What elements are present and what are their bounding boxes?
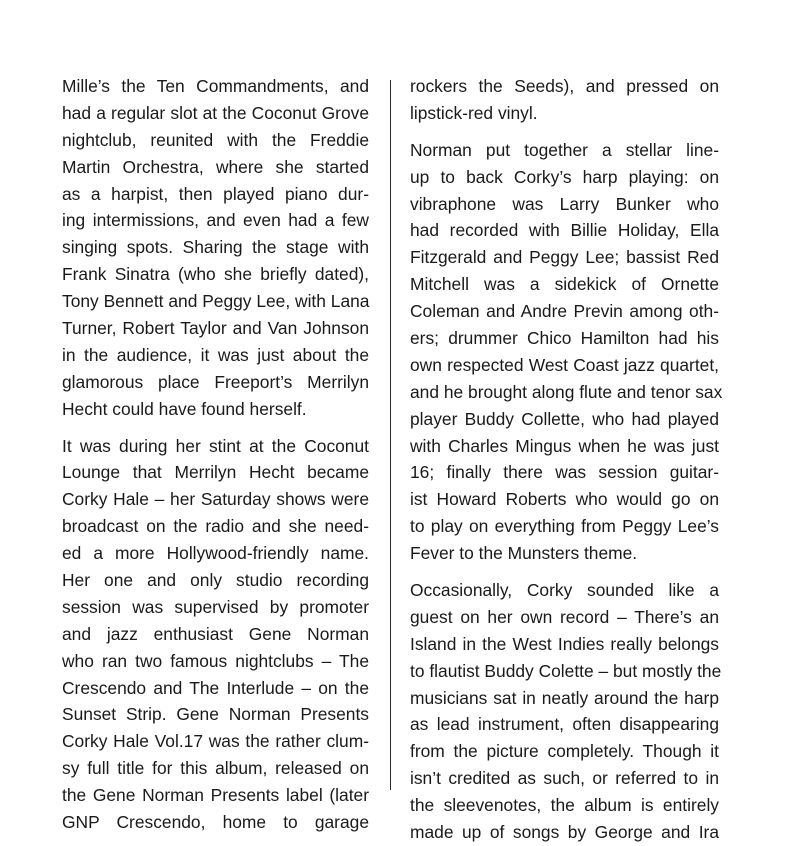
text-line: Occasionally, Corky sounded like a (410, 580, 719, 601)
text-line: up to back Corky’s harp playing: on (410, 166, 719, 187)
text-line: 16; finally there was session guitar- (410, 462, 719, 483)
left-column (62, 73, 369, 836)
text-line: in the audience, it was just about the (62, 344, 369, 365)
text-line: made up of songs by George and Ira (410, 822, 719, 843)
text-line: session was supervised by promoter (62, 596, 369, 617)
text-line: isn’t credited as such, or referred to in (410, 768, 719, 789)
text-line: Frank Sinatra (who she briefly dated), (62, 264, 369, 285)
text-line: had a regular slot at the Coconut Grove (62, 102, 369, 123)
paragraph-gap (410, 127, 719, 137)
text-line: nightclub, reunited with the Freddie (62, 129, 369, 150)
paragraph-gap (62, 423, 369, 433)
text-line: with Charles Mingus when he was just (410, 435, 719, 456)
paragraph-gap (410, 567, 719, 577)
text-line: Martin Orchestra, where she started (62, 156, 369, 177)
text-line: Norman put together a stellar line- (410, 139, 719, 160)
text-line: Corky Hale – her Saturday shows were (62, 489, 369, 510)
text-line: the Gene Norman Presents label (later (62, 785, 369, 806)
text-line: Fitzgerald and Peggy Lee; bassist Red (410, 247, 719, 268)
text-line: ed a more Hollywood-friendly name. (62, 543, 369, 564)
text-line: from the picture completely. Though it (410, 741, 719, 762)
text-line: sy full title for this album, released on (62, 758, 369, 779)
text-line: Corky Hale Vol.17 was the rather clum- (62, 731, 369, 752)
text-line: lipstick-red vinyl. (410, 102, 538, 123)
text-line: Mille’s the Ten Commandments, and (62, 76, 369, 96)
text-line: Island in the West Indies really belongs (410, 633, 719, 654)
text-line: singing spots. Sharing the stage with (62, 237, 369, 258)
text-line: ers; drummer Chico Hamilton had his (410, 328, 719, 349)
text-line: own respected West Coast jazz quartet, (410, 354, 719, 375)
text-line: rockers the Seeds), and pressed on (410, 76, 719, 96)
text-line: and jazz enthusiast Gene Norman (62, 623, 369, 644)
paragraph (410, 137, 723, 567)
text-line: musicians sat in neatly around the harp (410, 687, 719, 708)
text-line: and he brought along flute and tenor sax (410, 381, 723, 402)
right-column (410, 73, 723, 846)
text-line: Turner, Robert Taylor and Van Johnson (62, 318, 369, 339)
text-line: to flautist Buddy Colette – but mostly the (410, 660, 722, 681)
paragraph (410, 73, 719, 127)
text-line: Her one and only studio recording (62, 570, 369, 591)
text-line: ing intermissions, and even had a few (62, 210, 369, 231)
text-line: who ran two famous nightclubs – The (62, 650, 369, 671)
column-divider (390, 80, 391, 790)
text-line: broadcast on the radio and she need- (62, 516, 369, 537)
text-line: Tony Bennett and Peggy Lee, with Lana (62, 291, 370, 312)
paragraph (62, 433, 369, 836)
text-line: vibraphone was Larry Bunker who (410, 193, 719, 214)
text-line: Hecht could have found herself. (62, 398, 307, 419)
text-line: guest on her own record – There’s an (410, 606, 719, 627)
text-line: Fever to the Munsters theme. (410, 543, 638, 564)
text-line: Coleman and Andre Previn among oth- (410, 301, 719, 322)
text-line: as lead instrument, often disappearing (410, 714, 719, 735)
text-line: had recorded with Billie Holiday, Ella (410, 220, 719, 241)
paragraph (410, 577, 722, 846)
text-line: Crescendo and The Interlude – on the (62, 677, 369, 698)
paragraph (62, 73, 369, 423)
text-line: player Buddy Collette, who had played (410, 408, 719, 429)
text-line: to play on everything from Peggy Lee’s (410, 516, 719, 537)
text-line: Lounge that Merrilyn Hecht became (62, 462, 369, 483)
text-line: It was during her stint at the Coconut (62, 435, 369, 456)
text-line: Sunset Strip. Gene Norman Presents (62, 704, 369, 725)
text-line: the sleevenotes, the album is entirely (410, 795, 719, 816)
text-line: GNP Crescendo, home to garage (62, 812, 369, 833)
text-line: ist Howard Roberts who would go on (410, 489, 719, 510)
text-line: Mitchell was a sidekick of Ornette (410, 274, 719, 295)
text-line: glamorous place Freeport’s Merrilyn (62, 371, 369, 392)
text-line: as a harpist, then played piano dur- (62, 183, 369, 204)
